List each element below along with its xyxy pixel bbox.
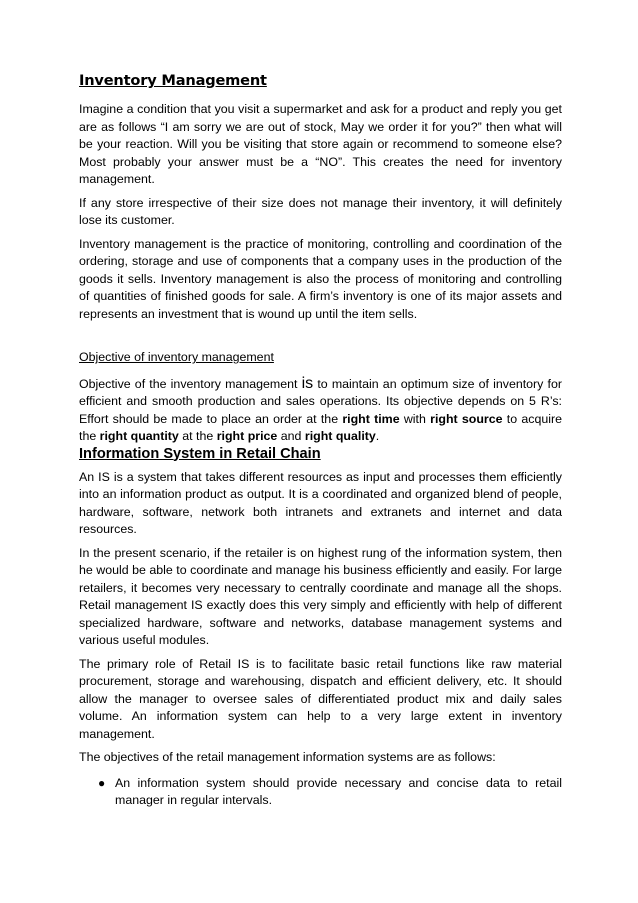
paragraph: In the present scenario, if the retailer is on highest rung of the information system, then he would be able to coordinate and manage his business efficiently and easily. For large retailers, it becomes very necessary to centrally coordinate and manage all the shops. Retail management IS exactly does this very simply and efficiently with help of different specialized hardware, software and networks, database management systems and various useful modules.: [79, 545, 562, 647]
objective-subheading: Objective of inventory management: [79, 350, 274, 364]
objectives-list: [79, 775, 562, 810]
paragraph: Imagine a condition that you visit a supermarket and ask for a product and reply you get are as follows “I am sorry we are out of stock, May we order it for you?” then what will be your reaction. Will you be visiting that store again or recommend to someone else? Most probably your answer must be a “NO”. This creates the need for inventory management.: [79, 102, 562, 186]
paragraph: An IS is a system that takes different resources as input and processes them efficiently into an information product as output. It is a coordinated and organized blend of people, hardware, software, network both intranets and extranets and internet and data resources.: [79, 469, 562, 536]
paragraph: The primary role of Retail IS is to facilitate basic retail functions like raw material procurement, storage and warehousing, dispatch and efficient delivery, etc. It should allow the manager to oversee sales of differentiated product mix and daily sales volume. An information system can help to a very large extent in inventory management.: [79, 656, 562, 741]
paragraph: The objectives of the retail management information systems are as follows:: [79, 750, 496, 764]
document-page: [79, 72, 562, 810]
bullet-icon: ●: [98, 775, 106, 790]
inventory-management-heading: Inventory Management: [79, 72, 267, 89]
list-item: ● An information system should provide necessary and concise data to retail manager in regular intervals.: [98, 775, 562, 807]
paragraph: If any store irrespective of their size does not manage their inventory, it will definitely lose its customer.: [79, 195, 562, 227]
paragraph: Inventory management is the practice of monitoring, controlling and coordination of the ordering, storage and use of components that a company uses in the production of the goods it sells. Inventory management is also the process of monitoring and controlling of quantities of finished goods for sale. A firm’s inventory is one of its major assets and represents an investment that is wound up until the item sells.: [79, 236, 562, 321]
information-system-heading: Information System in Retail Chain: [79, 445, 321, 462]
objective-paragraph: Objective of the inventory management is to maintain an optimum size of inventory for efficient and smooth production and sales operations. Its objective depends on 5 R’s: Effort should be made to place an order at the right time with right source to acquire the right quantity at the right price and right quality.: [79, 374, 562, 443]
